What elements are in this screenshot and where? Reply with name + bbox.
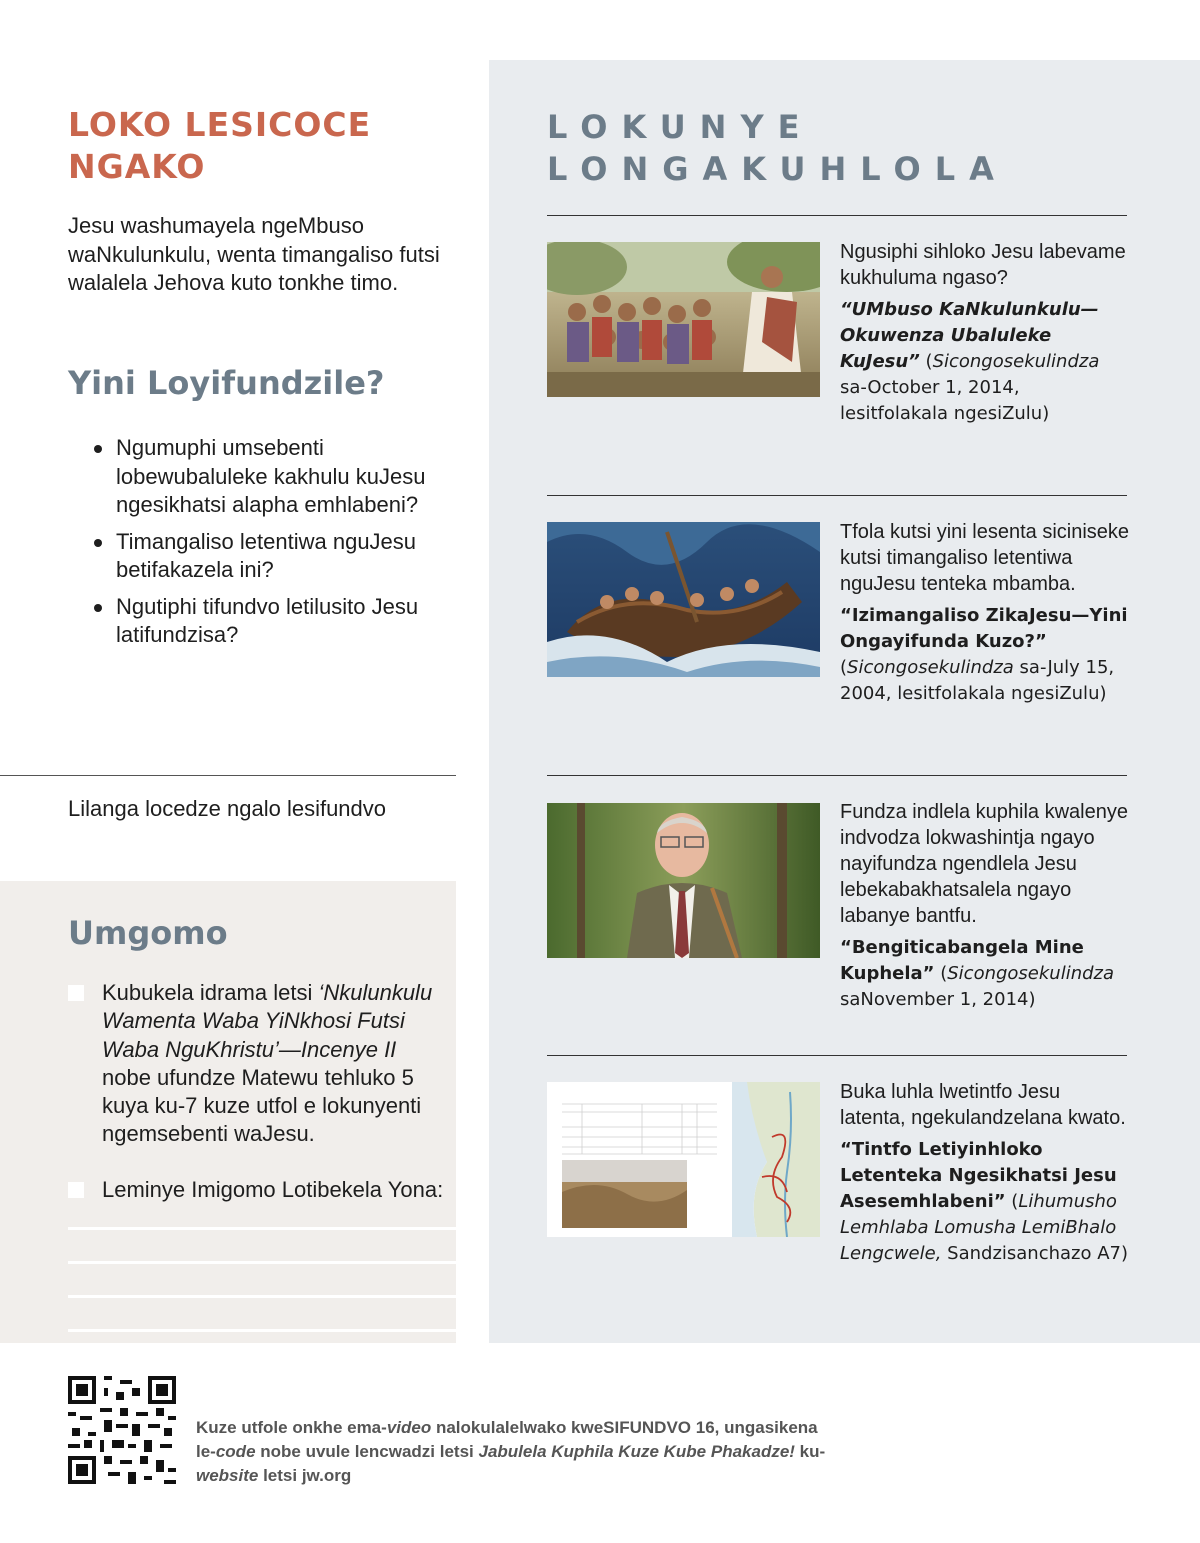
item-description: Ngusiphi sihloko Jesu labevame kukhuluma ngaso? [840, 241, 1126, 289]
review-heading: Yini Loyifundzile? [68, 364, 385, 402]
write-in-line[interactable] [68, 1261, 456, 1264]
source-name: Lihumusho Lemhlaba Lomusha LemiBhalo Lengcwele, [840, 1191, 1117, 1264]
footer-text-part: Kuze utfole onkhe ema- [196, 1418, 387, 1437]
ref-details: sa-October 1, 2014, lesitfolakala ngesiZulu) [840, 377, 1050, 424]
item-reference [840, 603, 1130, 707]
goal-text-pre: Kubukela idrama letsi [102, 980, 319, 1005]
footer-note [196, 1416, 836, 1488]
divider [0, 775, 456, 776]
write-in-line[interactable] [68, 1227, 456, 1230]
explore-title-line1: LOKUNYE [547, 108, 814, 146]
summary-title-line1: LOKO LESICOCE [68, 105, 372, 144]
item-reference [840, 935, 1130, 1013]
article-title[interactable]: “Izimangaliso ZikaJesu—Yini Ongayifunda Kuzo?” [840, 605, 1128, 652]
jesus-teaching-crowd-image[interactable] [547, 242, 820, 397]
explore-item [840, 799, 1130, 1013]
divider [547, 1055, 1127, 1056]
goal-text-post: nobe ufundze Matewu tehluko 5 kuya ku-7 kuze utfol e lokunyenti ngemsebenti waJesu. [102, 1064, 422, 1147]
article-title[interactable]: “Tintfo Letiyinhloko Letenteka Ngesikhatsi Jesu Asesemhlabeni” [840, 1139, 1117, 1212]
divider [547, 775, 1127, 776]
review-question-list [92, 434, 452, 658]
goal-checkbox[interactable] [68, 1182, 84, 1198]
source-name: Sicongosekulindza [947, 963, 1115, 984]
item-description: Buka luhla lwetintfo Jesu latenta, ngekulandzelana kwato. [840, 1081, 1126, 1129]
timeline-map-image[interactable] [547, 1082, 820, 1237]
completion-date-label: Lilanga locedze ngalo lesifundvo [68, 796, 387, 821]
summary-text: Jesu washumayela ngeMbuso waNkulunkulu, wenta timangaliso futsi walalela Jehova kuto tonkhe timo. [68, 213, 440, 295]
goal-checkbox[interactable] [68, 985, 84, 1001]
ref-open: ( [840, 657, 848, 678]
book-title: Jabulela Kuphila Kuze Kube Phakadze! [478, 1442, 795, 1461]
item-description: Tfola kutsi yini lesenta siciniseke kutsi timangaliso letentiwa nguJesu tenteka mbamba. [840, 521, 1130, 595]
goal-item [68, 1176, 448, 1204]
footer-text-part: video [386, 1418, 432, 1437]
footer-text-part: code [215, 1442, 256, 1461]
review-question: Ngumuphi umsebenti lobewubaluleke kakhulu kuJesu ngesikhatsi alapha emhlabeni? [92, 434, 452, 520]
boat-in-storm-image[interactable] [547, 522, 820, 677]
ref-details: saNovember 1, 2014) [840, 989, 1036, 1010]
explore-title-line2: LONGAKUHLOLA [547, 150, 1008, 188]
ref-details: Sandzisanchazo A7) [941, 1243, 1129, 1264]
item-description: Fundza indlela kuphila kwalenye indvodza lokwashintja ngayo nayifundza ngendlela Jesu lebekabakhatsalela ngayo labanye bantfu. [840, 801, 1128, 927]
footer-text-part: ku- [794, 1442, 826, 1461]
ref-details: sa-July 15, 2004, lesitfolakala ngesiZulu) [840, 657, 1115, 704]
website-link[interactable]: letsi jw.org [258, 1466, 352, 1485]
explore-item [840, 519, 1130, 707]
item-reference [840, 297, 1130, 427]
footer-text-part: nalokulalelwako kweSIFUNDVO 16, ungasikena le- [196, 1418, 818, 1461]
article-title[interactable]: “Bengiticabangela Mine Kuphela” [840, 937, 1084, 984]
divider [547, 495, 1127, 496]
write-in-line[interactable] [68, 1295, 456, 1298]
source-name: Sicongosekulindza [932, 351, 1100, 372]
item-reference [840, 1137, 1130, 1267]
ref-open: ( [934, 963, 948, 984]
goal-heading: Umgomo [68, 914, 228, 952]
divider [547, 215, 1127, 216]
goal-item [68, 979, 448, 1149]
drama-title: ‘Nkulunkulu Wamenta Waba YiNkhosi Futsi Waba NguKhristu’—Incenye II [102, 980, 433, 1062]
explore-title [547, 106, 1008, 190]
other-goals-label: Leminye Imigomo Lotibekela Yona: [102, 1177, 444, 1202]
explore-item [840, 1079, 1130, 1267]
man-portrait-image[interactable] [547, 803, 820, 958]
summary-title [68, 104, 448, 188]
explore-item [840, 239, 1130, 427]
ref-open: ( [1005, 1191, 1019, 1212]
qr-code-icon[interactable] [68, 1376, 176, 1484]
footer-text-part: website [196, 1466, 259, 1485]
footer-text-part: nobe uvule lencwadzi letsi [255, 1442, 479, 1461]
summary-title-line2: NGAKO [68, 147, 206, 186]
source-name: Sicongosekulindza [847, 657, 1014, 678]
ref-open: ( [919, 351, 933, 372]
write-in-line[interactable] [68, 1329, 456, 1332]
review-question: Ngutiphi tifundvo letilusito Jesu latifundzisa? [92, 593, 452, 650]
review-question: Timangaliso letentiwa nguJesu betifakazela ini? [92, 528, 452, 585]
article-title[interactable]: “UMbuso KaNkulunkulu—Okuwenza Ubaluleke KuJesu” [840, 299, 1099, 372]
